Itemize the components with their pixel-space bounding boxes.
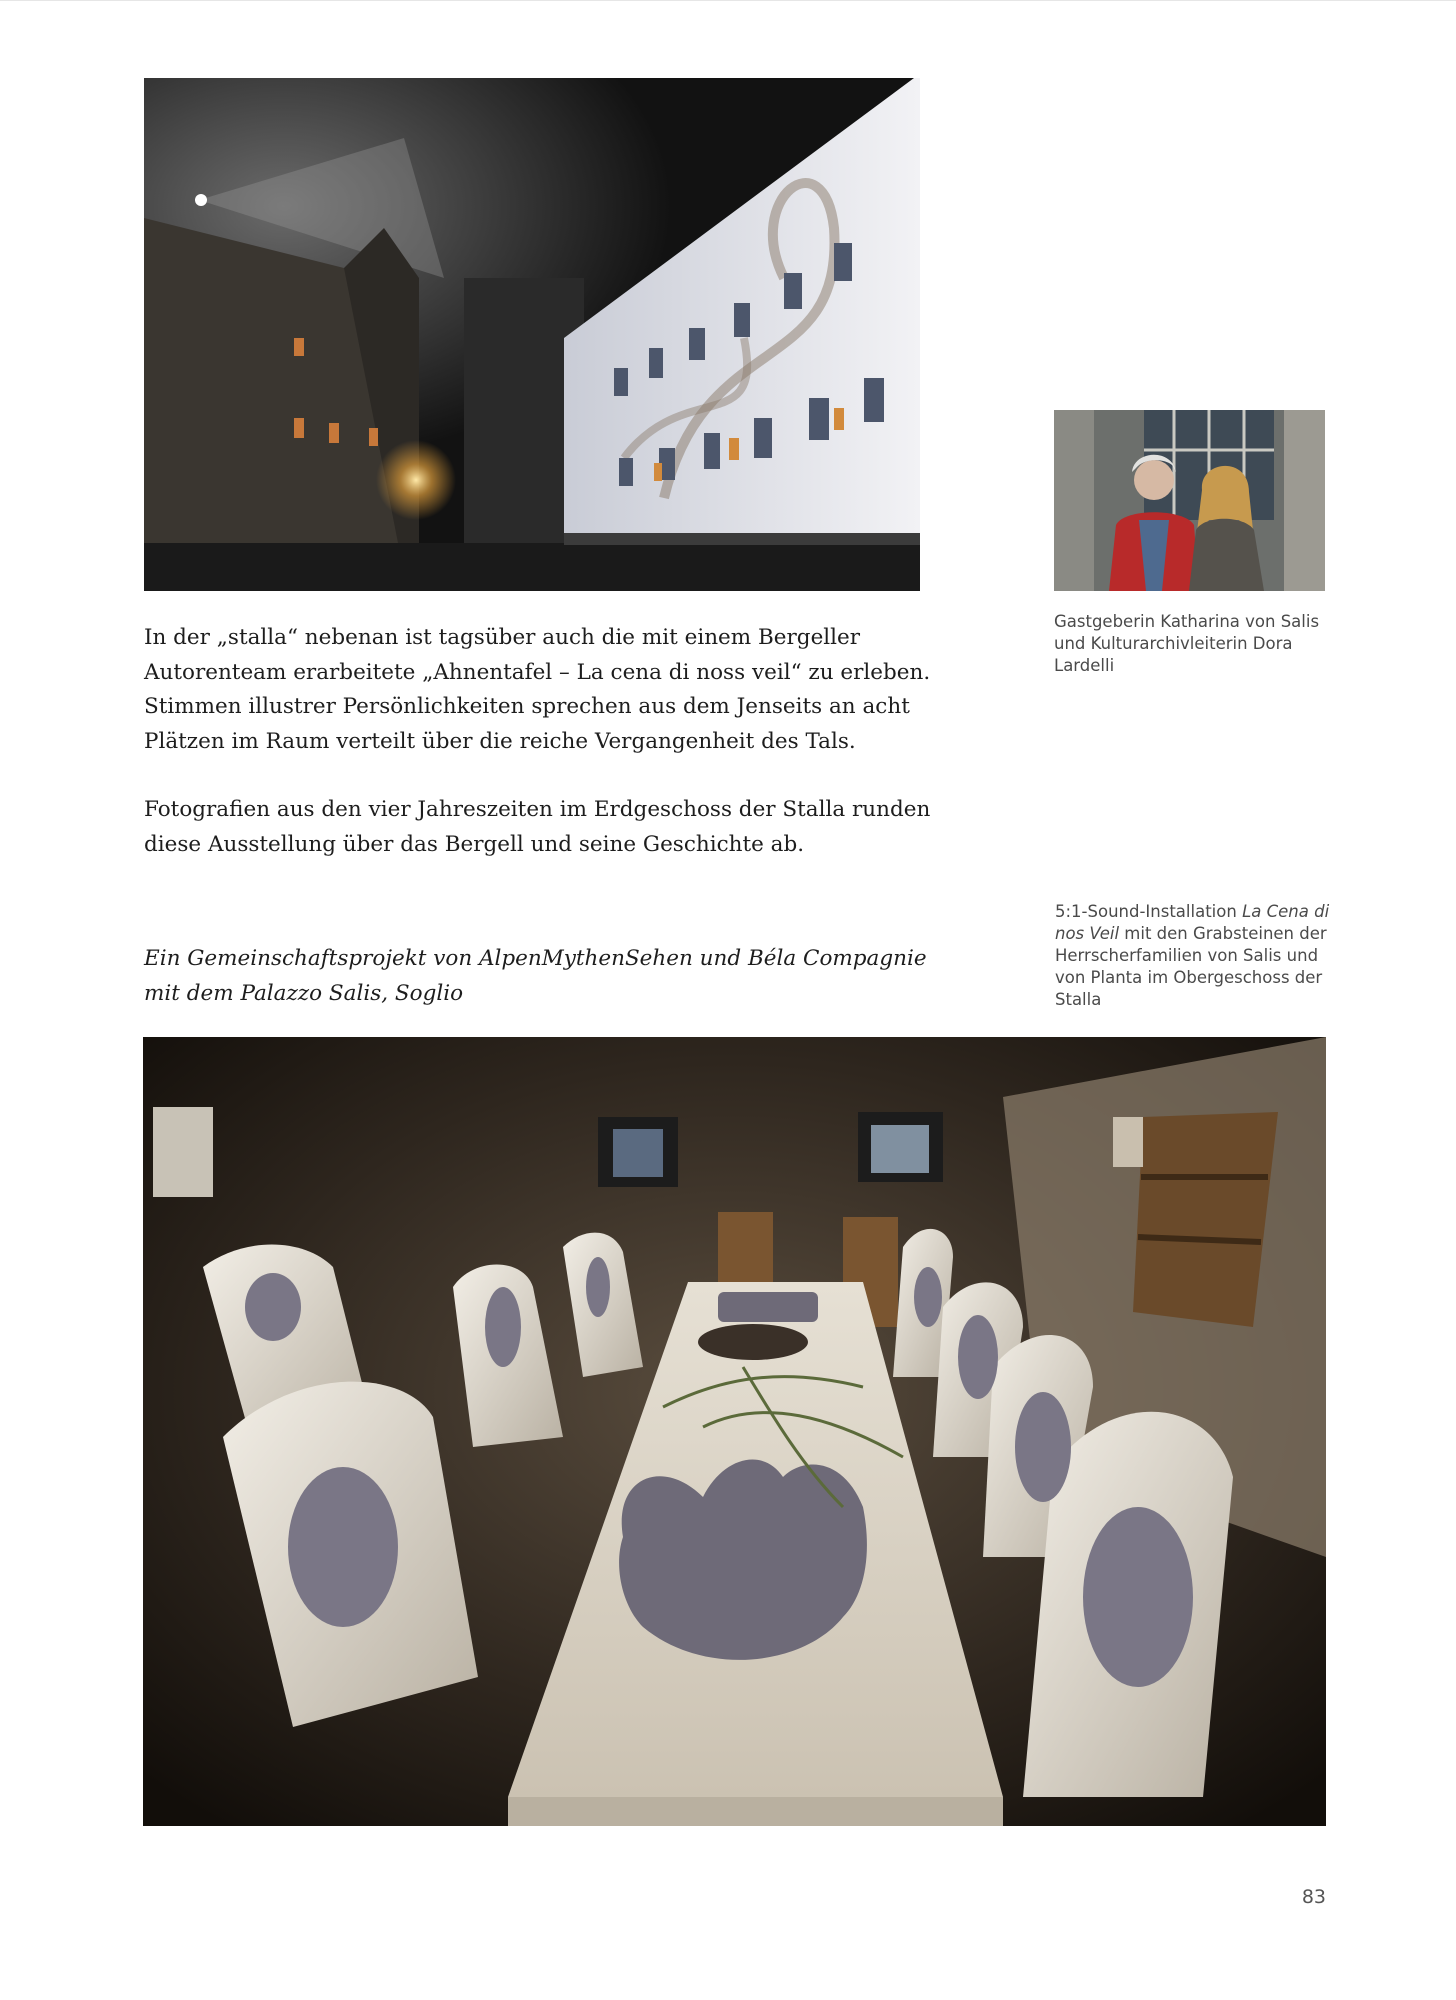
photo-palazzo-night-projection <box>144 78 920 591</box>
caption-installation-title: La Cena di nos Veil <box>1055 902 1330 943</box>
project-credit: Ein Gemeinschaftsprojekt von AlpenMythenSehen und Béla Compagnie mit dem Palazzo Salis, Soglio <box>144 946 927 1006</box>
top-rule <box>0 0 1456 1</box>
caption-installation-prefix: 5:1-Sound-Installation <box>1055 902 1243 921</box>
caption-installation-suffix: mit den Grabsteinen der Herrscherfamilien von Salis und von Planta im Obergeschoss der Stalla <box>1055 924 1327 1009</box>
caption-hosts: Gastgeberin Katharina von Salis und Kulturarchivleiterin Dora Lardelli <box>1054 612 1320 675</box>
body-paragraph-2: Fotografien aus den vier Jahreszeiten im Erdgeschoss der Stalla runden diese Ausstellung über das Bergell und seine Geschichte ab. <box>144 797 931 857</box>
photo-hosts-portrait <box>1054 410 1325 591</box>
body-paragraph-1: In der „stalla“ nebenan ist tagsüber auch die mit einem Bergeller Autorenteam erarbeitete „Ahnentafel – La cena di noss veil“ zu erleben. Stimmen illustrer Persönlichkeiten sprechen aus dem Jenseits an acht Plätzen im Raum verteilt über die reiche Vergangenheit des Tals. <box>144 625 931 754</box>
body-text <box>144 621 934 896</box>
photo-stalla-installation <box>143 1037 1326 1826</box>
page-number: 83 <box>1301 1886 1326 1908</box>
caption-installation <box>1055 901 1345 1011</box>
